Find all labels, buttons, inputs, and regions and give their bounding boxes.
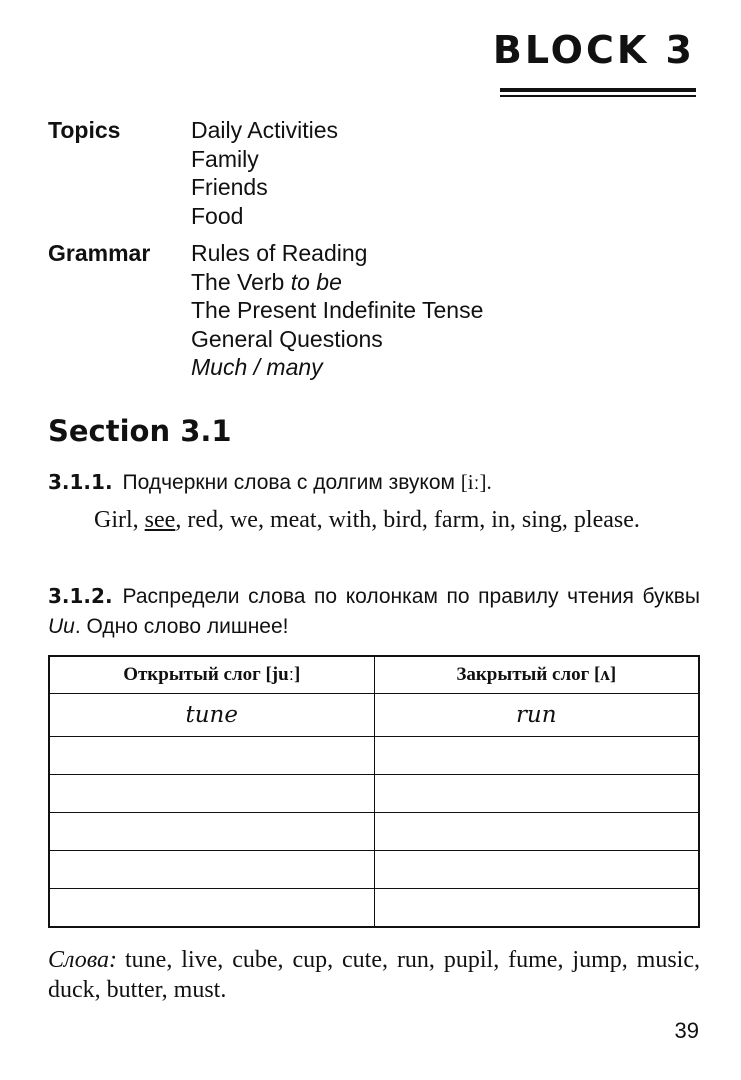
- phonetic-symbol: [iː].: [460, 470, 492, 494]
- letter: Uu: [48, 615, 75, 638]
- topic-item: Friends: [191, 174, 268, 200]
- task-3-1-1-instruction: [48, 468, 700, 497]
- grammar-item: The Verb to be: [191, 268, 342, 295]
- blank-cell[interactable]: [49, 889, 374, 928]
- blank-cell[interactable]: [49, 813, 374, 851]
- task-number: 3.1.1.: [48, 470, 113, 494]
- topic-item: Family: [191, 145, 259, 172]
- underlined-word: see: [144, 507, 176, 533]
- page-number: 39: [674, 1018, 699, 1043]
- example-closed: run: [374, 694, 699, 737]
- blank-cell[interactable]: [374, 813, 699, 851]
- task-3-1-1-words: Girl, see, red, we, meat, with, bird, farm, in, sing, please.: [94, 507, 640, 533]
- grammar-block: [48, 239, 698, 382]
- word-bank-list: tune, live, cube, cup, cute, run, pupil, fume, jump, music, duck, butter, must.: [48, 947, 700, 1003]
- blank-cell[interactable]: [49, 737, 374, 775]
- blank-cell[interactable]: [374, 889, 699, 928]
- title-rule-thick: [500, 88, 696, 92]
- example-open: tune: [49, 694, 374, 737]
- task-3-1-2-instruction: 3.1.2. Распредели слова по колонкам по правилу чтения буквы Uu. Одно слово лишнее!: [48, 584, 700, 638]
- grammar-item: Rules of Reading: [191, 240, 368, 266]
- topics-list: [191, 116, 338, 230]
- topics-block: [48, 116, 698, 230]
- grammar-label: Grammar: [48, 240, 151, 266]
- section-title: Section 3.1: [48, 414, 232, 448]
- topic-item: Food: [191, 202, 244, 229]
- syllable-table: [48, 655, 700, 928]
- blank-cell[interactable]: [374, 775, 699, 813]
- task-instruction: Распредели слова по колонкам по правилу чтения буквы: [122, 585, 700, 608]
- topic-item: Daily Activities: [191, 117, 338, 143]
- word-bank: [48, 945, 700, 1005]
- blank-cell[interactable]: [374, 737, 699, 775]
- word-bank-label: Слова:: [48, 947, 118, 973]
- grammar-item: Much / many: [191, 354, 323, 380]
- grammar-list: [191, 239, 483, 382]
- header-open-syllable: Открытый слог [juː]: [49, 656, 374, 694]
- topics-label: Topics: [48, 117, 121, 143]
- blank-cell[interactable]: [49, 775, 374, 813]
- blank-cell[interactable]: [374, 851, 699, 889]
- grammar-item: The Present Indefinite Tense: [191, 297, 484, 323]
- blank-cell[interactable]: [49, 851, 374, 889]
- header-closed-syllable: Закрытый слог [ʌ]: [374, 656, 699, 694]
- block-title: BLOCK 3: [492, 28, 695, 72]
- task-instruction: Подчеркни слова с долгим звуком: [122, 471, 455, 494]
- grammar-item: General Questions: [191, 325, 383, 352]
- title-rule-thin: [500, 95, 696, 97]
- task-number: 3.1.2.: [48, 584, 113, 608]
